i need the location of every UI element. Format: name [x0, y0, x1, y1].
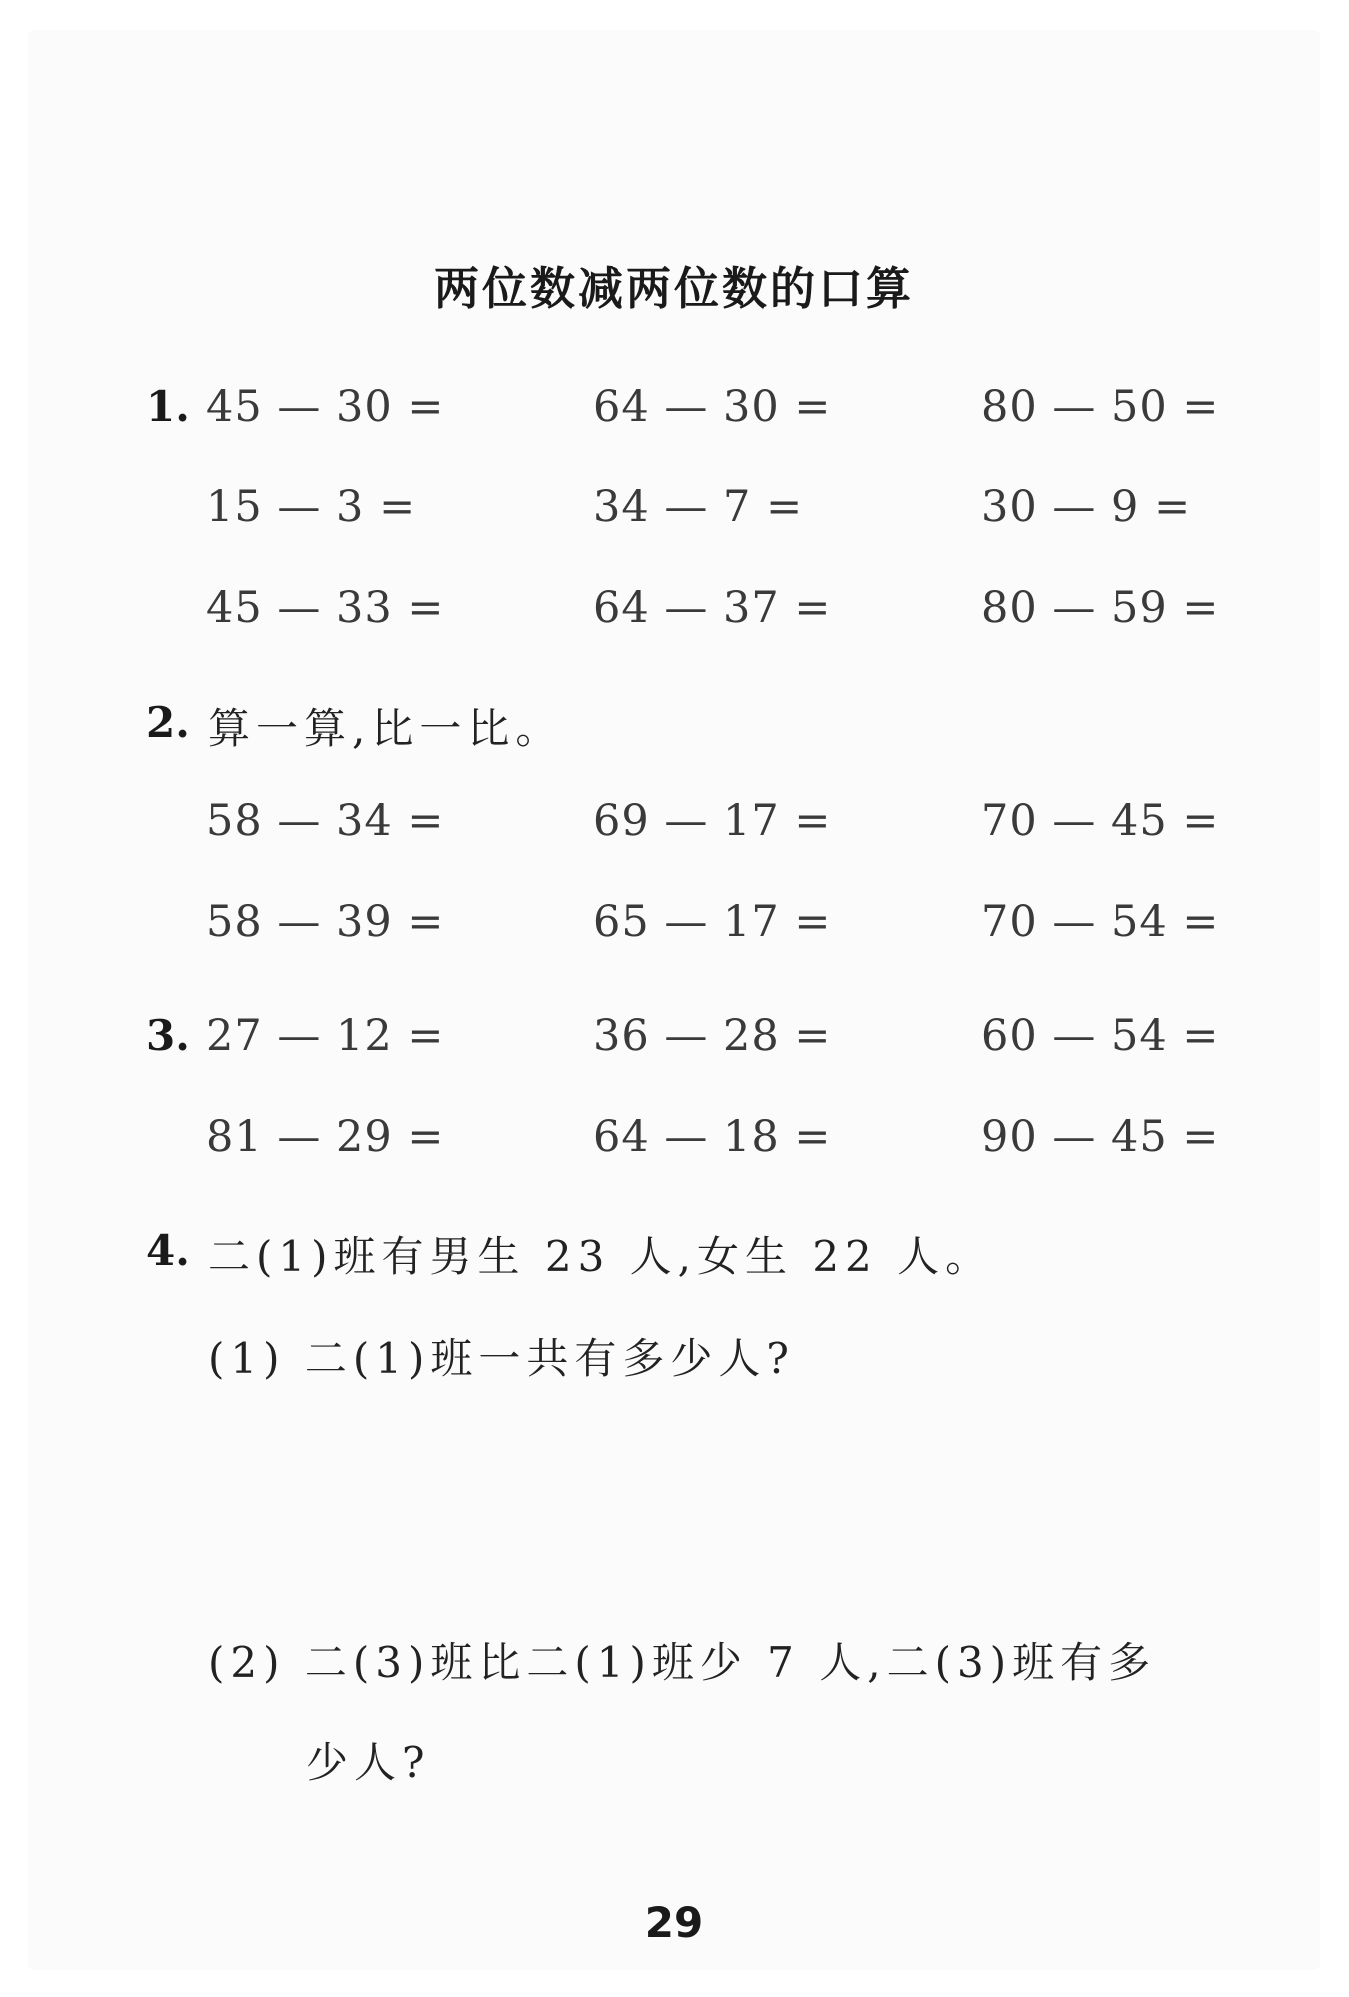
- question-3-number: 3.: [146, 1011, 190, 1060]
- equation: 80 — 59 =: [981, 583, 1220, 633]
- equation: 80 — 50 =: [981, 382, 1220, 432]
- equation: 70 — 54 =: [981, 897, 1220, 947]
- question-1-number: 1.: [146, 382, 190, 431]
- equation: 60 — 54 =: [981, 1011, 1220, 1061]
- equation: 58 — 34 =: [206, 796, 445, 846]
- equation: 81 — 29 =: [206, 1112, 445, 1162]
- equation: 65 — 17 =: [593, 897, 832, 947]
- equation: 45 — 30 =: [206, 382, 445, 432]
- question-4-part-2-continued: 少人?: [306, 1738, 431, 1787]
- equation: 34 — 7 =: [593, 482, 804, 532]
- question-2-prompt: 算一算,比一比。: [208, 704, 564, 753]
- question-4-part-2: (2) 二(3)班比二(1)班少 7 人,二(3)班有多: [208, 1638, 1157, 1687]
- equation: 64 — 18 =: [593, 1112, 832, 1162]
- worksheet-page: [28, 30, 1320, 1970]
- equation: 70 — 45 =: [981, 796, 1220, 846]
- equation: 58 — 39 =: [206, 897, 445, 947]
- equation: 30 — 9 =: [981, 482, 1192, 532]
- equation: 69 — 17 =: [593, 796, 832, 846]
- question-2-number: 2.: [146, 698, 190, 747]
- equation: 45 — 33 =: [206, 583, 445, 633]
- equation: 64 — 37 =: [593, 583, 832, 633]
- page-number: 29: [644, 1898, 704, 1947]
- question-4-part-1: (1) 二(1)班一共有多少人?: [208, 1334, 795, 1383]
- equation: 27 — 12 =: [206, 1011, 445, 1061]
- question-4-prompt: 二(1)班有男生 23 人,女生 22 人。: [208, 1232, 994, 1281]
- question-4-number: 4.: [146, 1226, 190, 1275]
- equation: 64 — 30 =: [593, 382, 832, 432]
- page-title: 两位数减两位数的口算: [433, 262, 914, 315]
- equation: 36 — 28 =: [593, 1011, 832, 1061]
- equation: 15 — 3 =: [206, 482, 417, 532]
- equation: 90 — 45 =: [981, 1112, 1220, 1162]
